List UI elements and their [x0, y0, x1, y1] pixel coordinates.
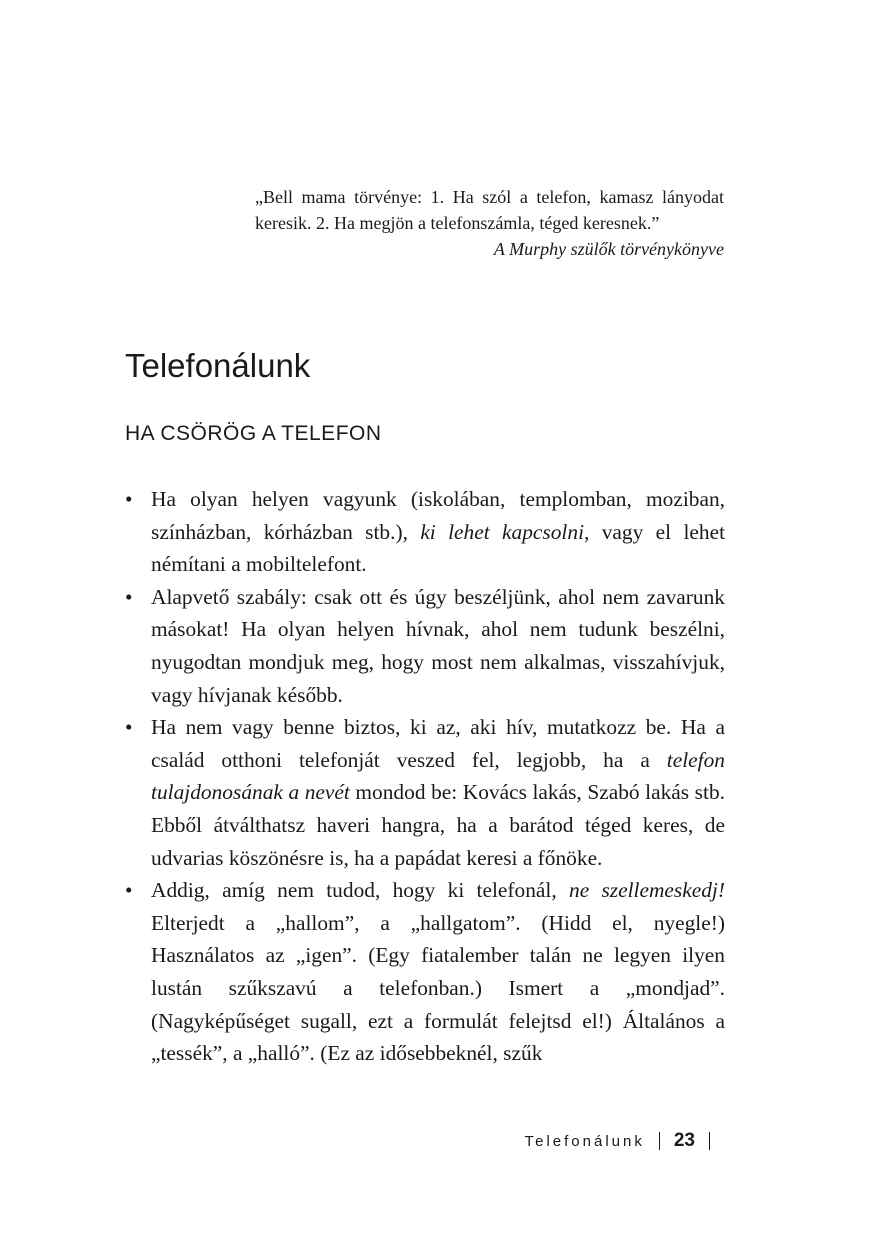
- footer-divider: [709, 1132, 710, 1150]
- item-emphasis: telefon tulajdonosának a nevét: [151, 747, 725, 805]
- item-text: , vagy el lehet némítani a mobiltelefont.: [151, 519, 726, 577]
- epigraph-source: A Murphy szülők törvénykönyve: [493, 239, 724, 259]
- item-text: Elterjedt a „hallom”, a „hallgatom”. (Hidd el, nyegle!) Használatos az „igen”. (Egy fiatalember talán ne legyen ilyen lustán szűkszavú a telefonban.) Ismert a „mondjad”. (Nagyképűséget sugall, ezt a formulát felejtsd el!) Általános a „tessék”, a „halló”. (Ez az idősebbeknél, szűk: [151, 910, 725, 1066]
- item-text: Ha nem vagy benne biztos, ki az, aki hív, mutatkozz be. Ha a család otthoni telefonját veszed fel, legjobb, ha a: [151, 715, 725, 772]
- list-item: [125, 711, 725, 874]
- section-title: HA CSÖRÖG A TELEFON: [125, 422, 382, 445]
- chapter-title: Telefonálunk: [125, 347, 311, 384]
- epigraph: [255, 184, 724, 262]
- item-text: Alapvető szabály: csak ott és úgy beszéljünk, ahol nem zavarunk másokat! Ha olyan helyen hívnak, ahol nem tudunk beszélni, nyugodtan mondjuk meg, hogy most nem alkalmas, visszahívjuk, vagy hívjanak később.: [151, 584, 725, 707]
- item-emphasis: ki lehet kapcsolni: [420, 519, 585, 544]
- item-emphasis: ne szellemeskedj!: [569, 878, 726, 903]
- list-item: [125, 483, 725, 581]
- page-number: 23: [673, 1130, 695, 1151]
- bullet-list: [125, 483, 725, 1070]
- item-text: Addig, amíg nem tudod, hogy ki telefonál,: [151, 878, 569, 903]
- running-title: Telefonálunk: [524, 1132, 645, 1150]
- epigraph-quote: „Bell mama törvénye: 1. Ha szól a telefon, kamasz lányodat keresik. 2. Ha megjön a telefonszámla, téged keresnek.”: [255, 187, 724, 233]
- item-text: mondod be: Kovács lakás, Szabó lakás stb. Ebből átválthatsz haveri hangra, ha a barátod téged keres, de udvarias köszönésre is, ha a papádat keresi a főnöke.: [151, 780, 725, 870]
- list-item: [125, 581, 725, 711]
- list-item: [125, 874, 725, 1070]
- footer-divider: [659, 1132, 660, 1150]
- item-text: Ha olyan helyen vagyunk (iskolában, templomban, moziban, színházban, kórházban stb.),: [151, 487, 725, 544]
- page-footer: [525, 1130, 724, 1152]
